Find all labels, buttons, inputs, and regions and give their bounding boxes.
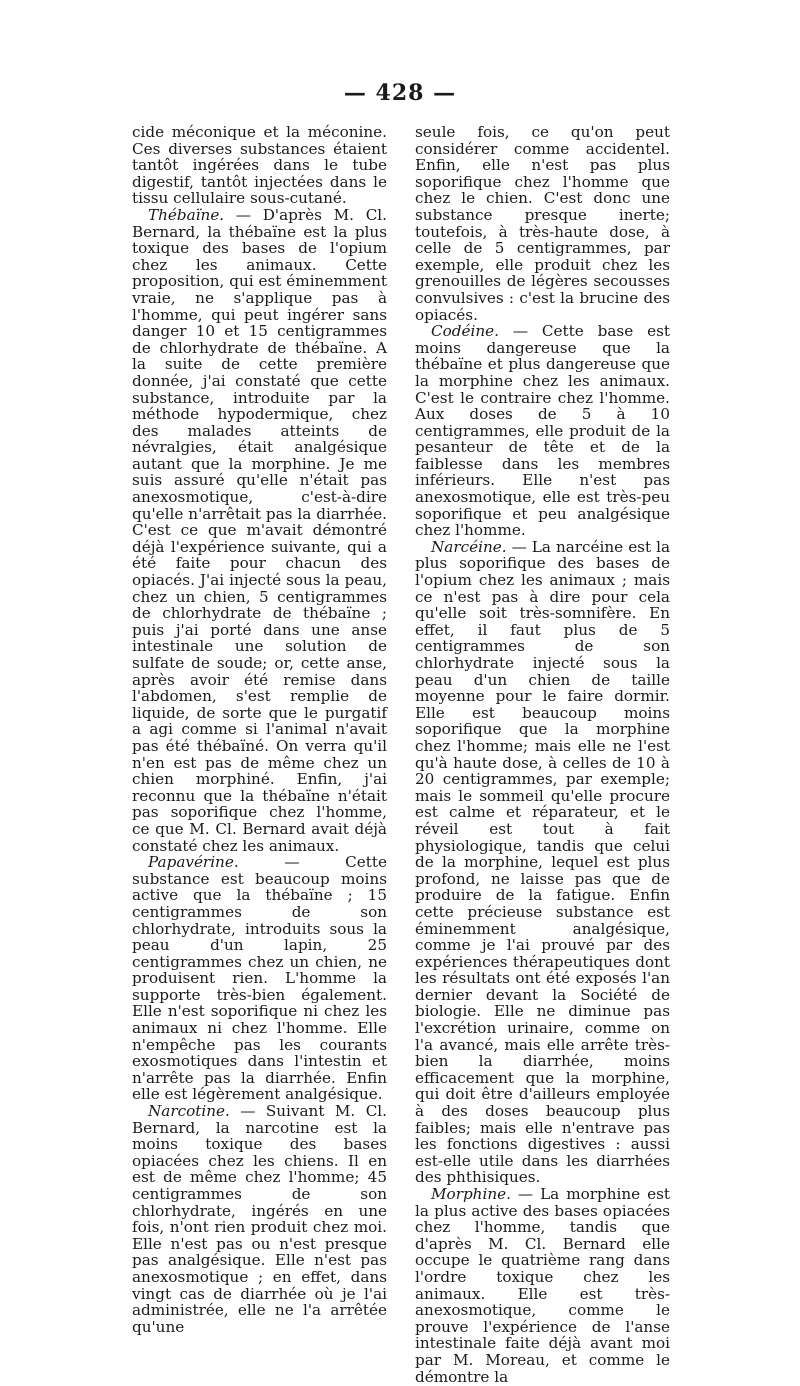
paragraph-term: Papavérine. <box>148 853 239 872</box>
paragraph-text: — La morphine est la plus active des bases opiacées chez l'homme, tandis que d'après M. Cl. Bernard elle occupe le quatrième rang dans l'ordre toxique chez les animaux. Elle est très-anexosmotique, comme le prouve l'expérience de l'anse intestinale faite déjà avant moi par M. Moreau, et comme le démontre la <box>415 1185 670 1386</box>
paragraph-term: Codéine. <box>431 322 499 341</box>
paragraph-term: Narcéine. <box>431 537 507 556</box>
left-paragraph-continuation <box>132 124 387 207</box>
paragraph-term: Thébaïne. <box>148 205 225 224</box>
left-paragraph-narcotine <box>132 1103 387 1335</box>
page-number: — 428 — <box>343 80 457 106</box>
right-paragraph-continuation <box>415 124 670 323</box>
paragraph-text: seule fois, ce qu'on peut considérer comme accidentel. Enfin, elle n'est pas plus soporifique chez l'homme que chez le chien. C'est donc une substance presque inerte; toutefois, à très-haute dose, à celle de 5 centigrammes, par exemple, elle produit chez les grenouilles de légères secousses convulsives : c'est la brucine des opiacés. <box>415 123 670 324</box>
paragraph-text: cide méconique et la méconine. Ces diverses substances étaient tantôt ingérées dans le tube digestif, tantôt injectées dans le tissu cellulaire sous-cutané. <box>132 123 387 208</box>
paragraph-text: — Cette base est moins dangereuse que la thébaïne et plus dangereuse que la morphine chez les animaux. C'est le contraire chez l'homme. Aux doses de 5 à 10 centigrammes, elle produit de la pesanteur de tête et de la faiblesse dans les membres inférieurs. Elle n'est pas anexosmotique, elle est très-peu soporifique et peu analgésique chez l'homme. <box>415 322 670 540</box>
left-column <box>132 124 387 1335</box>
paragraph-term: Morphine. <box>431 1185 511 1203</box>
right-column <box>415 124 670 1385</box>
right-paragraph-narceine <box>415 539 670 1186</box>
paragraph-term: Narcotine. <box>148 1102 230 1121</box>
paragraph-text: — Suivant M. Cl. Bernard, la narcotine est la moins toxique des bases opiacées chez les chiens. Il en est de même chez l'homme; 45 centigrammes de son chlorhydrate, ingérés en une fois, n'ont rien produit chez moi. Elle n'est pas ou n'est presque pas analgésique. Elle n'est pas anexosmotique ; en effet, dans vingt cas de diarrhée où je l'ai administrée, elle ne l'a arrêtée qu'une <box>132 1102 387 1336</box>
paragraph-text: — D'après M. Cl. Bernard, la thébaïne est la plus toxique des bases de l'opium chez les animaux. Cette proposition, qui est éminemment vraie, ne s'applique pas à l'homme, qui peut ingérer sans danger 10 et 15 centigrammes de chlorhydrate de thébaïne. A la suite de cette première donnée, j'ai constaté que cette substance, introduite par la méthode hypodermique, chez des malades atteints de névralgies, était analgésique autant que la morphine. Je me suis assuré qu'elle n'était pas anexosmotique, c'est-à-dire qu'elle n'arrêtait pas la diarrhée. C'est ce que m'avait démontré déjà l'expérience suivante, qui a été faite pour chacun des opiacés. J'ai injecté sous la peau, chez un chien, 5 centigrammes de chlorhydrate de thébaïne ; puis j'ai porté dans une anse intestinale une solution de sulfate de soude; or, cette anse, après avoir été remise dans l'abdomen, s'est remplie de liquide, de sorte que le purgatif a agi comme si l'animal n'avait pas été thébaïné. On verra qu'il n'en est pas de même chez un chien morphiné. Enfin, j'ai reconnu que la thébaïne n'était pas soporifique chez l'homme, ce que M. Cl. Bernard avait déjà constaté chez les animaux. <box>132 205 387 855</box>
right-paragraph-morphine <box>415 1186 670 1385</box>
left-paragraph-thebaine <box>132 207 387 854</box>
paragraph-text: — Cette substance est beaucoup moins active que la thébaïne ; 15 centigrammes de son chlorhydrate, introduits sous la peau d'un lapin, 25 centigrammes chez un chien, ne produisent rien. L'homme la supporte très-bien également. Elle n'est soporifique ni chez les animaux ni chez l'homme. Elle n'empêche pas les courants exosmotiques dans l'intestin et n'arrête pas la diarrhée. Enfin elle est légèrement analgésique. <box>132 853 387 1104</box>
left-paragraph-papaverine <box>132 854 387 1103</box>
paragraph-text: — La narcéine est la plus soporifique des bases de l'opium chez les animaux ; mais ce n'est pas à dire pour cela qu'elle soit très-somnifère. En effet, il faut plus de 5 centigrammes de son chlorhydrate injecté sous la peau d'un chien de taille moyenne pour le faire dormir. Elle est beaucoup moins soporifique que la morphine chez l'homme; mais elle ne l'est qu'à haute dose, à celles de 10 à 20 centigrammes, par exemple; mais le sommeil qu'elle procure est calme et réparateur, et le réveil est tout à fait physiologique, tandis que celui de la morphine, lequel est plus profond, ne laisse pas que de produire de la fatigue. Enfin cette précieuse substance est éminemment analgésique, comme je l'ai prouvé par des expériences thérapeutiques dont les résultats ont été exposés l'an dernier devant la Société de biologie. Elle ne diminue pas l'excrétion urinaire, comme on l'a avancé, mais elle arrête très-bien la diarrhée, moins efficacement que la morphine, qui doit être d'ailleurs employée à des doses beaucoup plus faibles; mais elle n'entrave pas les fonctions digestives : aussi est-elle utile dans les diarrhées des phthisiques. <box>415 537 671 1187</box>
right-paragraph-codeine <box>415 323 670 539</box>
